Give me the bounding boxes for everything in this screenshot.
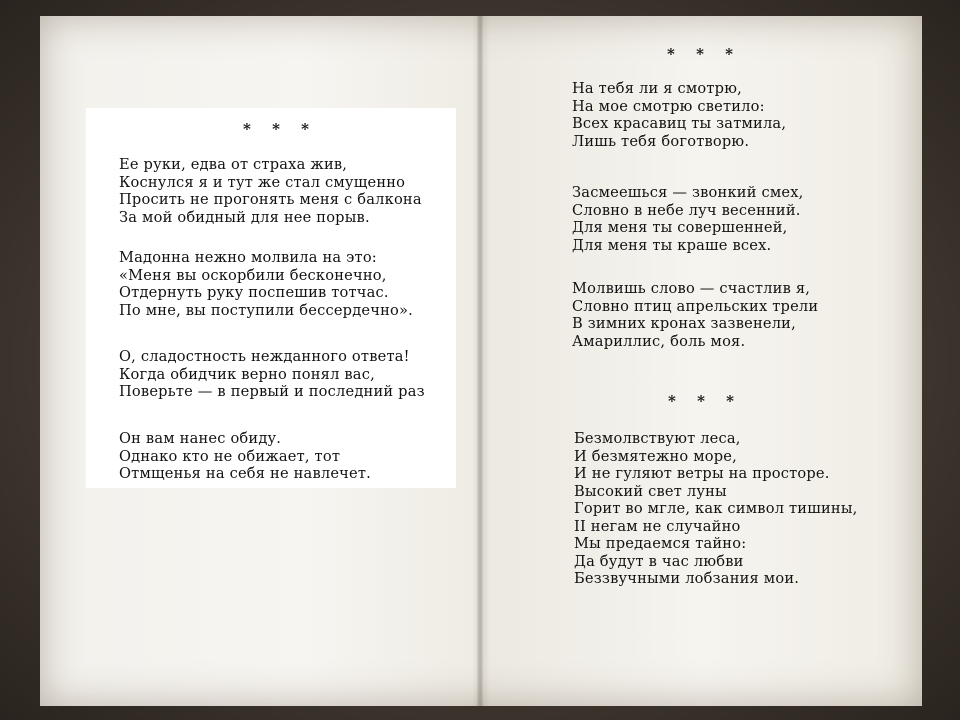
poem-line: Отмщенья на себя не навлечет. [119,465,371,482]
poem-line: Горит во мгле, как символ тишины, [574,500,858,517]
poem-line: На тебя ли я смотрю, [572,80,742,97]
poem-line: Просить не прогонять меня с балкона [119,191,422,208]
poem-line: Высокий свет луны [574,482,727,500]
right-stanza-1 [572,80,786,150]
poem-line: По мне, вы поступили бессердечно». [119,301,413,319]
poem-line: II негам не случайно [574,517,741,535]
poem-line: Безмолвствуют леса, [574,430,741,447]
poem-line: И не гуляют ветры на просторе. [574,465,830,482]
poem-line: Лишь тебя боготворю. [572,132,750,150]
poem-line: Отдернуть руку поспешив тотчас. [119,284,389,301]
right-stanza-4 [574,430,857,588]
poem-line: Однако кто не обижает, тот [119,447,341,465]
left-stanza-3 [119,348,425,401]
left-stanza-1 [119,156,422,226]
poem-line: Коснулся я и тут же стал смущенно [119,173,406,191]
poem-line: Засмеешься — звонкий смех, [572,184,804,201]
left-stanza-4 [119,430,371,483]
poem-line: Для меня ты совершенней, [572,219,788,236]
poem-line: «Меня вы оскорбили бесконечно, [119,266,387,284]
poem-line: Для меня ты краше всех. [572,236,772,254]
poem-line: Когда обидчик верно понял вас, [119,365,375,383]
poem-line: Амариллис, боль моя. [572,332,746,350]
poem-line: О, сладостность нежданного ответа! [119,348,410,365]
poem-line: Да будут в час любви [574,552,744,570]
poem-line: Он вам нанес обиду. [119,430,282,447]
poem-line: И безмятежно море, [574,447,737,465]
poem-line: Мы предаемся тайно: [574,535,747,552]
poem-line: Мадонна нежно молвила на это: [119,249,377,266]
poem-line: Беззвучными лобзания мои. [574,570,800,587]
section-stars-right-mid: * * * [668,392,742,410]
section-stars-right-top: * * * [667,45,741,63]
poem-line: Поверьте — в первый и последний раз [119,383,425,400]
section-stars-left: * * * [243,120,317,138]
poem-line: Ее руки, едва от страха жив, [119,156,348,173]
poem-line: В зимних кронах зазвенели, [572,315,796,332]
poem-line: На мое смотрю светило: [572,97,765,115]
right-stanza-3 [572,280,818,350]
poem-line: Словно в небе луч весенний. [572,201,801,219]
poem-line: Всех красавиц ты затмила, [572,115,787,132]
poem-line: Словно птиц апрельских трели [572,297,819,315]
poem-line: Молвишь слово — счастлив я, [572,280,811,297]
left-stanza-2 [119,249,413,319]
book-spine [477,16,483,706]
poem-line: За мой обидный для нее порыв. [119,208,370,226]
right-stanza-2 [572,184,804,254]
